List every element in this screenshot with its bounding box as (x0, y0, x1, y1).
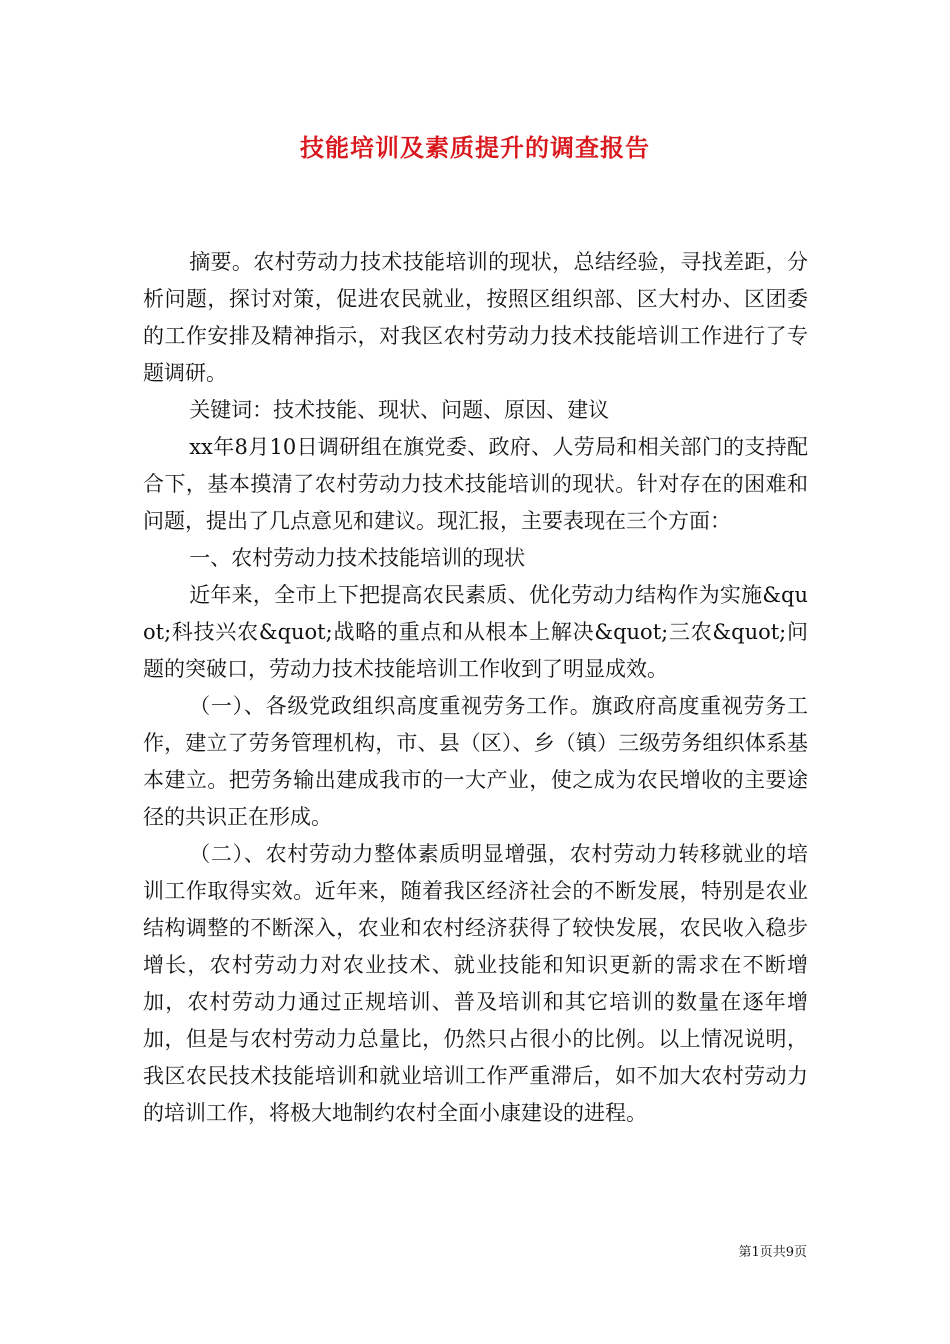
paragraph-subsection-1: （一）、各级党政组织高度重视劳务工作。旗政府高度重视劳务工作，建立了劳务管理机构，市、县（区）、乡（镇）三级劳务组织体系基本建立。把劳务输出建成我市的一大产业，使之成为农民增收的主要途径的共识正在形成。 (143, 694, 808, 829)
paragraph-section-1: 近年来，全市上下把提高农民素质、优化劳动力结构作为实施&quot;科技兴农&quot;战略的重点和从根本上解决&quot;三农&quot;问题的突破口，劳动力技术技能培训工作收到了明显成效。 (143, 583, 808, 681)
paragraph-subsection-2: （二）、农村劳动力整体素质明显增强，农村劳动力转移就业的培训工作取得实效。近年来，随着我区经济社会的不断发展，特别是农业结构调整的不断深入，农业和农村经济获得了较快发展，农民收入稳步增长，农村劳动力对农业技术、就业技能和知识更新的需求在不断增加，农村劳动力通过正规培训、普及培训和其它培训的数量在逐年增加，但是与农村劳动力总量比，仍然只占很小的比例。以上情况说明，我区农民技术技能培训和就业培训工作严重滞后，如不加大农村劳动力的培训工作，将极大地制约农村全面小康建设的进程。 (143, 842, 808, 1125)
paragraph-intro: xx年8月10日调研组在旗党委、政府、人劳局和相关部门的支持配合下，基本摸清了农村劳动力技术技能培训的现状。针对存在的困难和问题，提出了几点意见和建议。现汇报，主要表现在三个方面： (143, 435, 808, 533)
document-body (143, 244, 808, 1132)
paragraph-abstract: 摘要。农村劳动力技术技能培训的现状，总结经验，寻找差距，分析问题，探讨对策，促进农民就业，按照区组织部、区大村办、区团委的工作安排及精神指示，对我区农村劳动力技术技能培训工作进行了专题调研。 (143, 250, 808, 385)
page-title: 技能培训及素质提升的调查报告 (300, 133, 650, 162)
paragraph-keywords: 关键词：技术技能、现状、问题、原因、建议 (189, 398, 610, 422)
page-number: 第1页共9页 (738, 1245, 807, 1260)
section-heading-1: 一、农村劳动力技术技能培训的现状 (189, 546, 526, 570)
